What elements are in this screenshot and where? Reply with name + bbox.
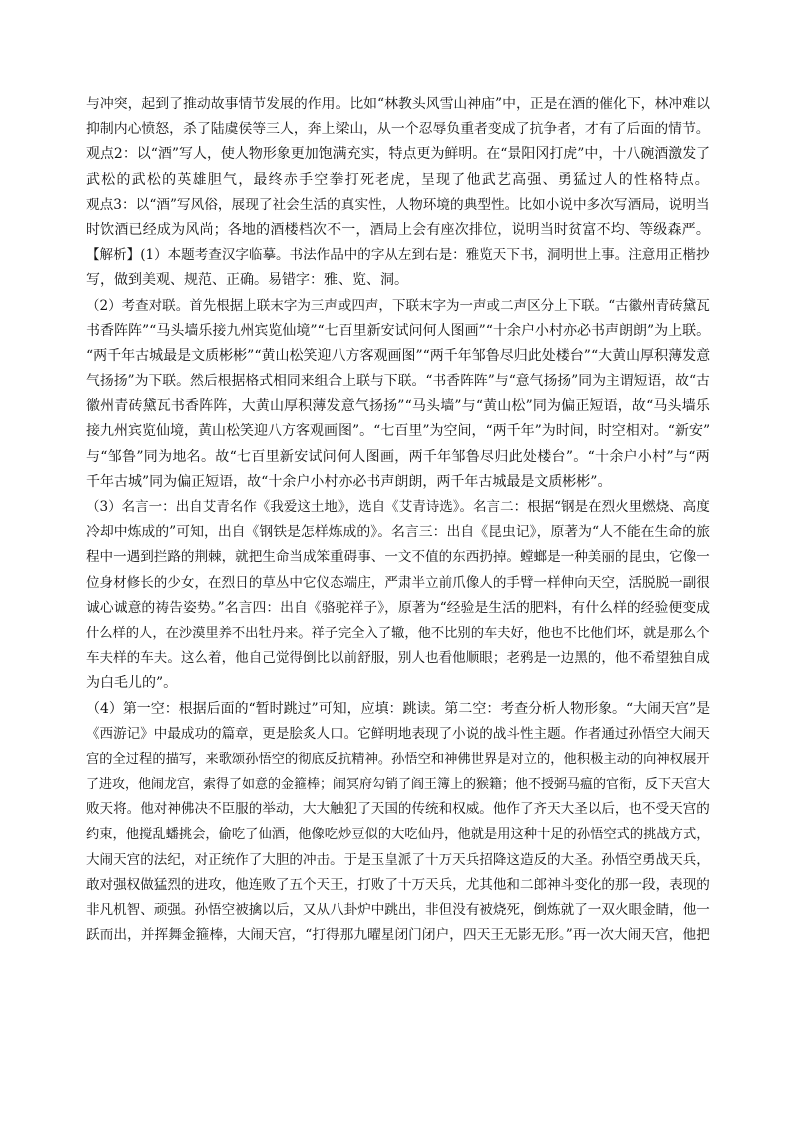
- text-line: 宫的全过程的描写，来歌颂孙悟空的彻底反抗精神。孙悟空和神佛世界是对立的，他积极主动的向神权展开: [86, 751, 710, 767]
- text-line: “两千年古城最是文质彬彬”“黄山松笑迎八方客观画图”“两千年邹鲁尽归此处楼台”“大黄山厚积薄发意: [86, 347, 710, 364]
- text-line: 【解析】(1）本题考查汉字临摹。书法作品中的字从左到右是：雅览天下书，洞明世上事。注意用正楷抄: [86, 247, 710, 264]
- text-line: 抑制内心愤怒，杀了陆虞侯等三人，奔上梁山，从一个忍辱负重者变成了抗争者，才有了后面的情节。: [86, 121, 710, 138]
- text-line: 观点2：以“酒”写人，使人物形象更加饱满充实，特点更为鲜明。在“景阳冈打虎”中，十八碗酒激发了: [86, 146, 710, 163]
- text-line: 跃而出，并挥舞金箍棒，大闹天宫，“打得那九曜星闭门闭户，四天王无影无形。”再一次大闹天宫，他把: [86, 927, 710, 944]
- text-line: 约束，他搅乱蟠挑会，偷吃了仙酒，他像吃炒豆似的大吃仙丹，他就是用这种十足的孙悟空式的挑战方式，: [86, 827, 710, 843]
- text-line: 敢对强权做猛烈的进攻，他连败了五个天王，打败了十万天兵，尤其他和二郎神斗变化的那一段，表现的: [86, 876, 710, 893]
- text-line: 车夫样的车夫。这么着，他自己觉得倒比以前舒服，别人也看他顺眼；老鸦是一边黑的，他不希望独自成: [86, 650, 710, 667]
- text-line: 非凡机智、顽强。孙悟空被擒以后，又从八卦炉中跳出，非但没有被烧死，倒炼就了一双火眼金睛，他一: [86, 902, 710, 918]
- text-line: 时饮酒已经成为风尚；各地的酒楼档次不一，酒局上会有座次排位，说明当时贫富不均、等级森严。: [86, 221, 710, 238]
- text-line: 程中一遇到拦路的荆棘，就把生命当成笨重碍事、一文不值的东西扔掉。螳螂是一种美丽的昆虫，它像一: [86, 549, 710, 566]
- text-line: （4）第一空：根据后面的“暂时跳过”可知，应填：跳读。第二空：考查分析人物形象。“大闹天宫”是: [86, 700, 710, 717]
- text-line: 书香阵阵”“马头墙乐接九州宾览仙境”“七百里新安试问何人图画”“十余户小村亦必书声朗朗”为上联。: [86, 322, 710, 339]
- text-line: 《西游记》中最成功的篇章，更是脍炙人口。它鲜明地表现了小说的战斗性主题。作者通过孙悟空大闹天: [86, 725, 710, 742]
- text-line: 千年古城”同为偏正短语，故“十余户小村亦必书声朗朗，两千年古城最是文质彬彬”。: [86, 473, 612, 490]
- text-line: 大闹天宫的法纪，对正统作了大胆的冲击。于是玉皇派了十万天兵招降这造反的大圣。孙悟空勇战天兵，: [86, 851, 710, 868]
- text-line: 与“邹鲁”同为地名。故“七百里新安试问何人图画，两千年邹鲁尽归此处楼台”。“十余户小村”与“两: [86, 448, 710, 465]
- text-line: 武松的武松的英雄胆气，最终赤手空拳打死老虎，呈现了他武艺高强、勇猛过人的性格特点。: [86, 171, 710, 188]
- text-line: （2）考查对联。首先根据上联末字为三声或四声，下联末字为一声或二声区分上下联。“古徽州青砖黛瓦: [86, 297, 710, 314]
- text-line: （3）名言一：出自艾青名作《我爱这土地》，选自《艾青诗选》。名言二：根据“钢是在烈火里燃烧、高度: [86, 499, 710, 515]
- text-line: 为白毛儿的”。: [86, 675, 178, 692]
- text-line: 位身材修长的少女，在烈日的草丛中它仪态端庄，严肃半立前爪像人的手臂一样伸向天空，活脱脱一副很: [86, 574, 710, 591]
- text-line: 败天将。他对神佛决不臣服的举动，大大触犯了天国的传统和权威。他作了齐天大圣以后，也不受天宫的: [86, 801, 710, 818]
- text-line: 写，做到美观、规范、正确。易错字：雅、览、洞。: [86, 272, 408, 289]
- text-line: 观点3：以“酒”写风俗，展现了社会生活的真实性，人物环境的典型性。比如小说中多次写酒局，说明当: [86, 196, 710, 213]
- text-line: 冷却中炼成的”可知，出自《钢铁是怎样炼成的》。名言三：出自《昆虫记》，原著为“人不能在生命的旅: [86, 524, 710, 541]
- text-line: 了进攻，他闹龙宫，索得了如意的金箍棒；闹冥府勾销了阎王簿上的猴籍；他不授弼马瘟的官衔，反下天宫大: [86, 777, 710, 793]
- text-line: 气扬扬”为下联。然后根据格式相同来组合上联与下联。“书香阵阵”与“意气扬扬”同为主谓短语，故“古: [86, 373, 710, 390]
- text-line: 什么样的人，在沙漠里养不出牡丹来。祥子完全入了辙，他不比别的车夫好，他也不比他们坏，就是那么个: [86, 625, 710, 641]
- text-line: 接九州宾览仙境，黄山松笑迎八方客观画图”。“七百里”为空间，“两千年”为时间，时空相对。“新安”: [86, 423, 710, 440]
- text-line: 与冲突，起到了推动故事情节发展的作用。比如“林教头风雪山神庙”中，正是在酒的催化下，林冲难以: [86, 96, 710, 112]
- text-line: 徽州青砖黛瓦书香阵阵，大黄山厚积薄发意气扬扬”“马头墙”与“黄山松”同为偏正短语，故“马头墙乐: [86, 398, 710, 415]
- document-body: [86, 92, 710, 948]
- text-line: 诚心诚意的祷告姿势。”名言四：出自《骆驼祥子》，原著为“经验是生活的肥料，有什么样的经验便变成: [86, 599, 710, 616]
